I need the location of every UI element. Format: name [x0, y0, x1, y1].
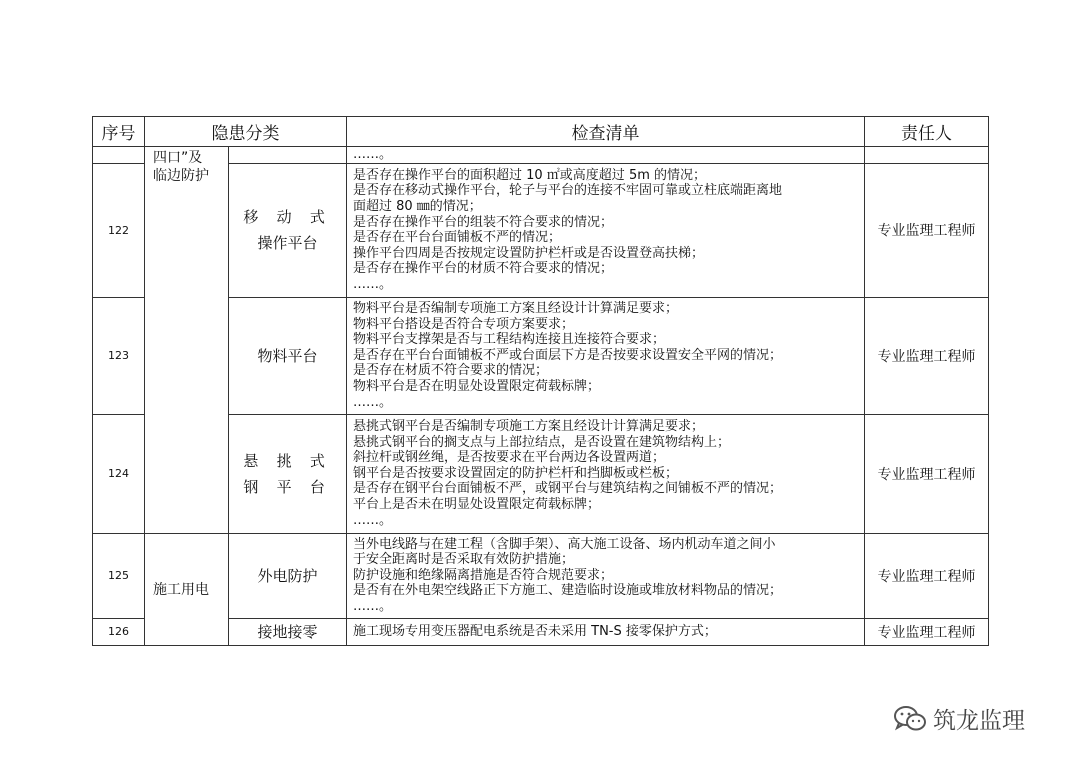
row-number: 123: [93, 297, 145, 414]
header-category: 隐患分类: [145, 117, 347, 147]
responsible-cell: 专业监理工程师: [865, 163, 989, 297]
table-row-continuation: [93, 147, 989, 164]
subcategory-cell: 接地接零: [229, 618, 347, 645]
hazard-checklist-table: [92, 116, 989, 646]
row-number: 126: [93, 618, 145, 645]
subcategory-cell: 悬 挑 式 钢 平 台: [229, 414, 347, 533]
cell-num-empty: [93, 147, 145, 164]
checklist-cell: 是否存在操作平台的面积超过 10 ㎡或高度超过 5m 的情况； 是否存在移动式操作平台，轮子与平台的连接不牢固可靠或立柱底端距离地 面超过 80 ㎜的情况； 是否存在操作平台的组装不符合要求的情况； 是否存在平台台面铺板不严的情况； 操作平台四周是否按规定设置防护栏杆或是否设置登高扶梯； 是否存在操作平台的材质不符合要求的情况； ……。: [347, 163, 865, 297]
header-seq: 序号: [93, 117, 145, 147]
watermark-text: 筑龙监理: [933, 708, 1025, 734]
responsible-cell: 专业监理工程师: [865, 414, 989, 533]
table-row: [93, 533, 989, 618]
category-four-openings: 四口”及 临边防护: [145, 147, 229, 534]
responsible-cell: 专业监理工程师: [865, 618, 989, 645]
wechat-icon: [893, 705, 927, 733]
cell-sub-empty: [229, 147, 347, 164]
table-header-row: [93, 117, 989, 147]
watermark: [893, 702, 1025, 735]
responsible-cell: 专业监理工程师: [865, 533, 989, 618]
checklist-cell: 施工现场专用变压器配电系统是否未采用 TN-S 接零保护方式；: [347, 618, 865, 645]
header-checklist: 检查清单: [347, 117, 865, 147]
checklist-cell: ……。: [347, 147, 865, 164]
subcategory-cell: 外电防护: [229, 533, 347, 618]
cell-resp-empty: [865, 147, 989, 164]
checklist-cell: 物料平台是否编制专项施工方案且经设计计算满足要求； 物料平台搭设是否符合专项方案要求； 物料平台支撑架是否与工程结构连接且连接符合要求； 是否存在平台台面铺板不严或台面层下方是否按要求设置安全平网的情况； 是否存在材质不符合要求的情况； 物料平台是否在明显处设置限定荷载标牌； ……。: [347, 297, 865, 414]
responsible-cell: 专业监理工程师: [865, 297, 989, 414]
checklist-cell: 悬挑式钢平台是否编制专项施工方案且经设计计算满足要求； 悬挑式钢平台的搁支点与上部拉结点，是否设置在建筑物结构上； 斜拉杆或钢丝绳，是否按要求在平台两边各设置两道； 钢平台是否按要求设置固定的防护栏杆和挡脚板或栏板； 是否存在钢平台台面铺板不严，或钢平台与建筑结构之间铺板不严的情况； 平台上是否未在明显处设置限定荷载标牌； ……。: [347, 414, 865, 533]
row-number: 125: [93, 533, 145, 618]
subcategory-cell: 物料平台: [229, 297, 347, 414]
subcategory-cell: 移 动 式 操作平台: [229, 163, 347, 297]
checklist-cell: 当外电线路与在建工程（含脚手架）、高大施工设备、场内机动车道之间小 于安全距离时是否采取有效防护措施； 防护设施和绝缘隔离措施是否符合规范要求； 是否有在外电架空线路正下方施工、建造临时设施或堆放材料物品的情况； ……。: [347, 533, 865, 618]
row-number: 124: [93, 414, 145, 533]
row-number: 122: [93, 163, 145, 297]
header-responsible: 责任人: [865, 117, 989, 147]
category-power: 施工用电: [145, 533, 229, 645]
